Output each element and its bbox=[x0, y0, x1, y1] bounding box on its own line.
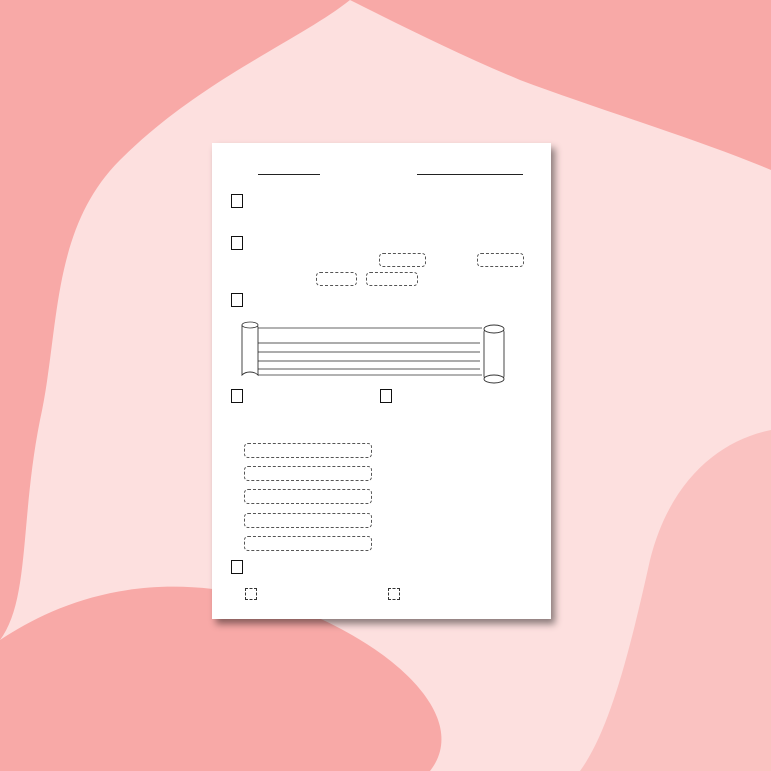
worksheet bbox=[212, 143, 551, 619]
date-field[interactable] bbox=[258, 174, 320, 175]
task-2-blank-2[interactable] bbox=[477, 253, 524, 267]
task-2-blank-4[interactable] bbox=[366, 272, 418, 286]
card-achievements[interactable] bbox=[244, 513, 372, 528]
task-4-number bbox=[231, 389, 243, 403]
card-shortcomings[interactable] bbox=[244, 489, 372, 504]
card-mistakes[interactable] bbox=[244, 443, 372, 458]
task-2-number bbox=[231, 236, 243, 250]
task-2-blank-1[interactable] bbox=[379, 253, 426, 267]
option-1-checkbox[interactable] bbox=[245, 588, 257, 600]
task-3-number bbox=[231, 293, 243, 307]
task-6-number bbox=[231, 560, 243, 574]
scroll-writing-area[interactable] bbox=[234, 319, 524, 385]
task-2-blank-3[interactable] bbox=[316, 272, 357, 286]
card-virtues[interactable] bbox=[244, 536, 372, 551]
task-5-number bbox=[380, 389, 392, 403]
option-2-checkbox[interactable] bbox=[388, 588, 400, 600]
name-field[interactable] bbox=[417, 174, 523, 175]
card-successes[interactable] bbox=[244, 466, 372, 481]
task-1-number bbox=[231, 194, 243, 208]
